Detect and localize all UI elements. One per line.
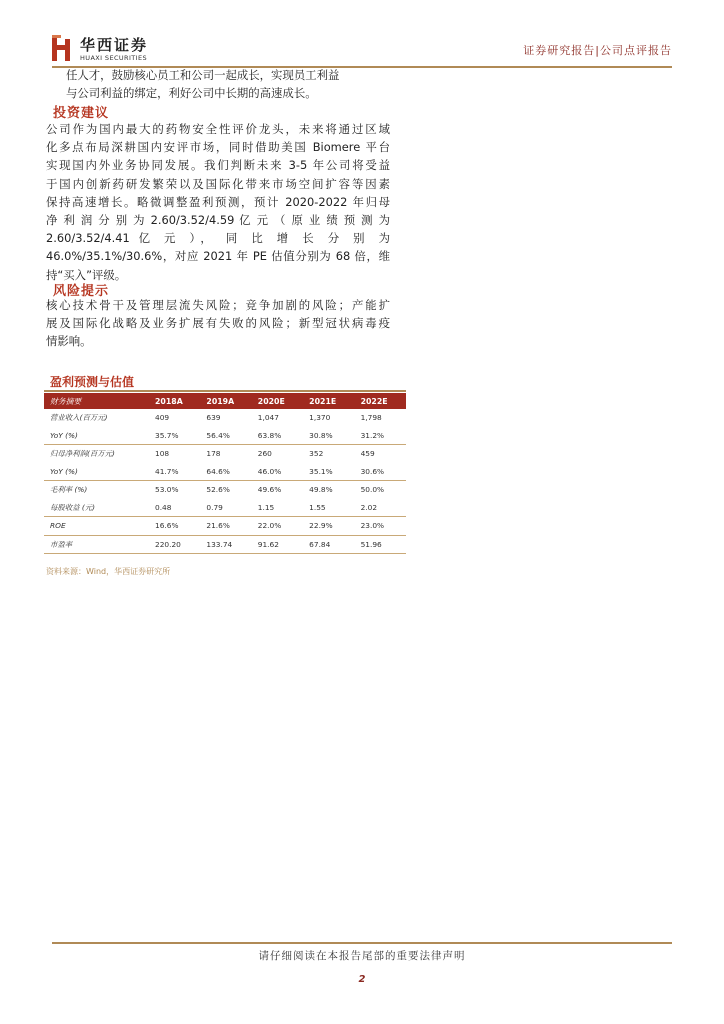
intro-paragraph [66,66,396,102]
table-cell: 1.55 [309,502,326,512]
table-cell: 459 [355,445,406,463]
table-cell: 64.6% [206,466,230,476]
table-cell: 30.6% [360,466,385,476]
row-label: YoY (%) [50,430,78,440]
footer-divider [52,942,672,944]
row-label: ROE [44,517,149,536]
table-row [44,409,406,427]
text-line: 展及国际化战略及业务扩展有失败的风险；新型冠状病毒疫 [46,316,390,331]
huaxi-logo-icon [52,35,74,61]
text-line: 于国内创新药研发繁荣以及国际化带来市场空间扩容等因素 [46,176,390,191]
investment-paragraph [46,120,390,284]
header-cell: 2022E [355,393,406,409]
header-cell: 财务摘要 [44,393,149,409]
header-cell: 2020E [252,393,303,409]
text-line: 核心技术骨干及管理层流失风险；竞争加剧的风险；产能扩 [46,298,390,312]
legal-notice: 请仔细阅读在本报告尾部的重要法律声明 [258,950,466,962]
text-line: 任人才，鼓励核心员工和公司一起成长，实现员工利益 [66,68,340,82]
table-cell: 91.62 [252,535,303,554]
table-cell: 51.96 [355,535,406,554]
header-cell: 2019A [200,393,251,409]
table-top-rule [44,390,406,392]
text-line: 公司作为国内最大的药物安全性评价龙头，未来将通过区域 [46,122,390,136]
row-label: 归母净利润(百万元) [44,445,149,463]
table-cell: 1.15 [257,502,275,512]
table-row [44,427,406,445]
table-cell: 50.0% [355,481,406,499]
text-line: 情影响。 [46,334,92,349]
table-cell: 16.6% [149,517,200,536]
text-line: 与公司利益的绑定，利好公司中长期的高速成长。 [66,86,317,101]
table-header-row [44,393,406,409]
table-row [44,481,406,499]
table-cell: 53.0% [149,481,200,499]
table-cell: 31.2% [360,430,385,440]
text-line: 持“买入”评级。 [46,267,127,282]
table-cell: 35.1% [309,466,333,476]
table-cell: 46.0% [257,466,282,476]
table-cell: 108 [149,445,200,463]
table-cell: 67.84 [303,535,354,554]
text-line: 实现国内外业务协同发展。我们判断未来 3-5 年公司将受益 [46,158,390,173]
header-cell: 2018A [149,393,200,409]
report-type-label: 证券研究报告|公司点评报告 [523,44,672,57]
header-cell: 2021E [303,393,354,409]
table-cell: 2.02 [360,502,378,512]
table-cell: 56.4% [206,430,230,440]
table-cell: 639 [206,413,221,423]
table-cell: 30.8% [309,430,333,440]
text-line: 46.0%/35.1%/30.6%，对应 2021 年 PE 估值分别为 68 倍，维 [46,249,390,264]
table-cell: 63.8% [257,430,282,440]
table-cell: 22.0% [252,517,303,536]
page-number: 2 [358,974,366,985]
table-cell: 22.9% [303,517,354,536]
table-cell: 260 [252,445,303,463]
table-cell: 49.8% [303,481,354,499]
table-cell: 1,798 [360,413,382,423]
table-cell: 21.6% [200,517,251,536]
table-title: 盈利预测与估值 [50,375,135,389]
investment-heading: 投资建议 [53,106,110,121]
table-cell: 35.7% [155,430,179,440]
logo-text-en: HUAXI SECURITIES [80,54,148,62]
table-cell: 409 [155,413,170,423]
table-cell: 52.6% [200,481,251,499]
table-cell: 23.0% [355,517,406,536]
table-cell: 0.48 [155,502,172,512]
table-row [44,535,406,554]
table-cell: 1,047 [257,413,279,423]
risk-paragraph [46,296,390,351]
table-cell: 220.20 [149,535,200,554]
financial-forecast-table [44,393,406,554]
text-line: 净 利 润 分 别 为 2.60/3.52/4.59 亿 元 （ 原 业 绩 预 测 为 [46,213,390,228]
row-label: 营业收入(百万元) [50,413,108,423]
risk-heading: 风险提示 [53,284,110,299]
row-label: 市盈率 [44,535,149,554]
table-cell: 41.7% [155,466,179,476]
table-cell: 352 [303,445,354,463]
logo-text-cn: 华西证券 [80,36,149,54]
row-label: 每股收益 (元) [50,502,96,512]
table-cell: 178 [200,445,251,463]
table-row [44,499,406,517]
row-label: YoY (%) [50,466,78,476]
table-row [44,445,406,463]
text-line: 保持高速增长。略微调整盈利预测，预计 2020-2022 年归母 [46,194,390,209]
table-cell: 133.74 [200,535,251,554]
table-row [44,517,406,536]
text-line: 化多点布局深耕国内安评市场，同时借助美国 Biomere 平台 [46,140,390,155]
text-line: 2.60/3.52/4.41 亿 元 ）， 同 比 增 长 分 别 为 [46,231,390,246]
table-cell: 49.6% [252,481,303,499]
table-source-note: 资料来源：Wind，华西证券研究所 [46,567,171,576]
table-cell: 1,370 [309,413,331,423]
table-row [44,463,406,481]
row-label: 毛利率 (%) [44,481,149,499]
table-cell: 0.79 [206,502,223,512]
